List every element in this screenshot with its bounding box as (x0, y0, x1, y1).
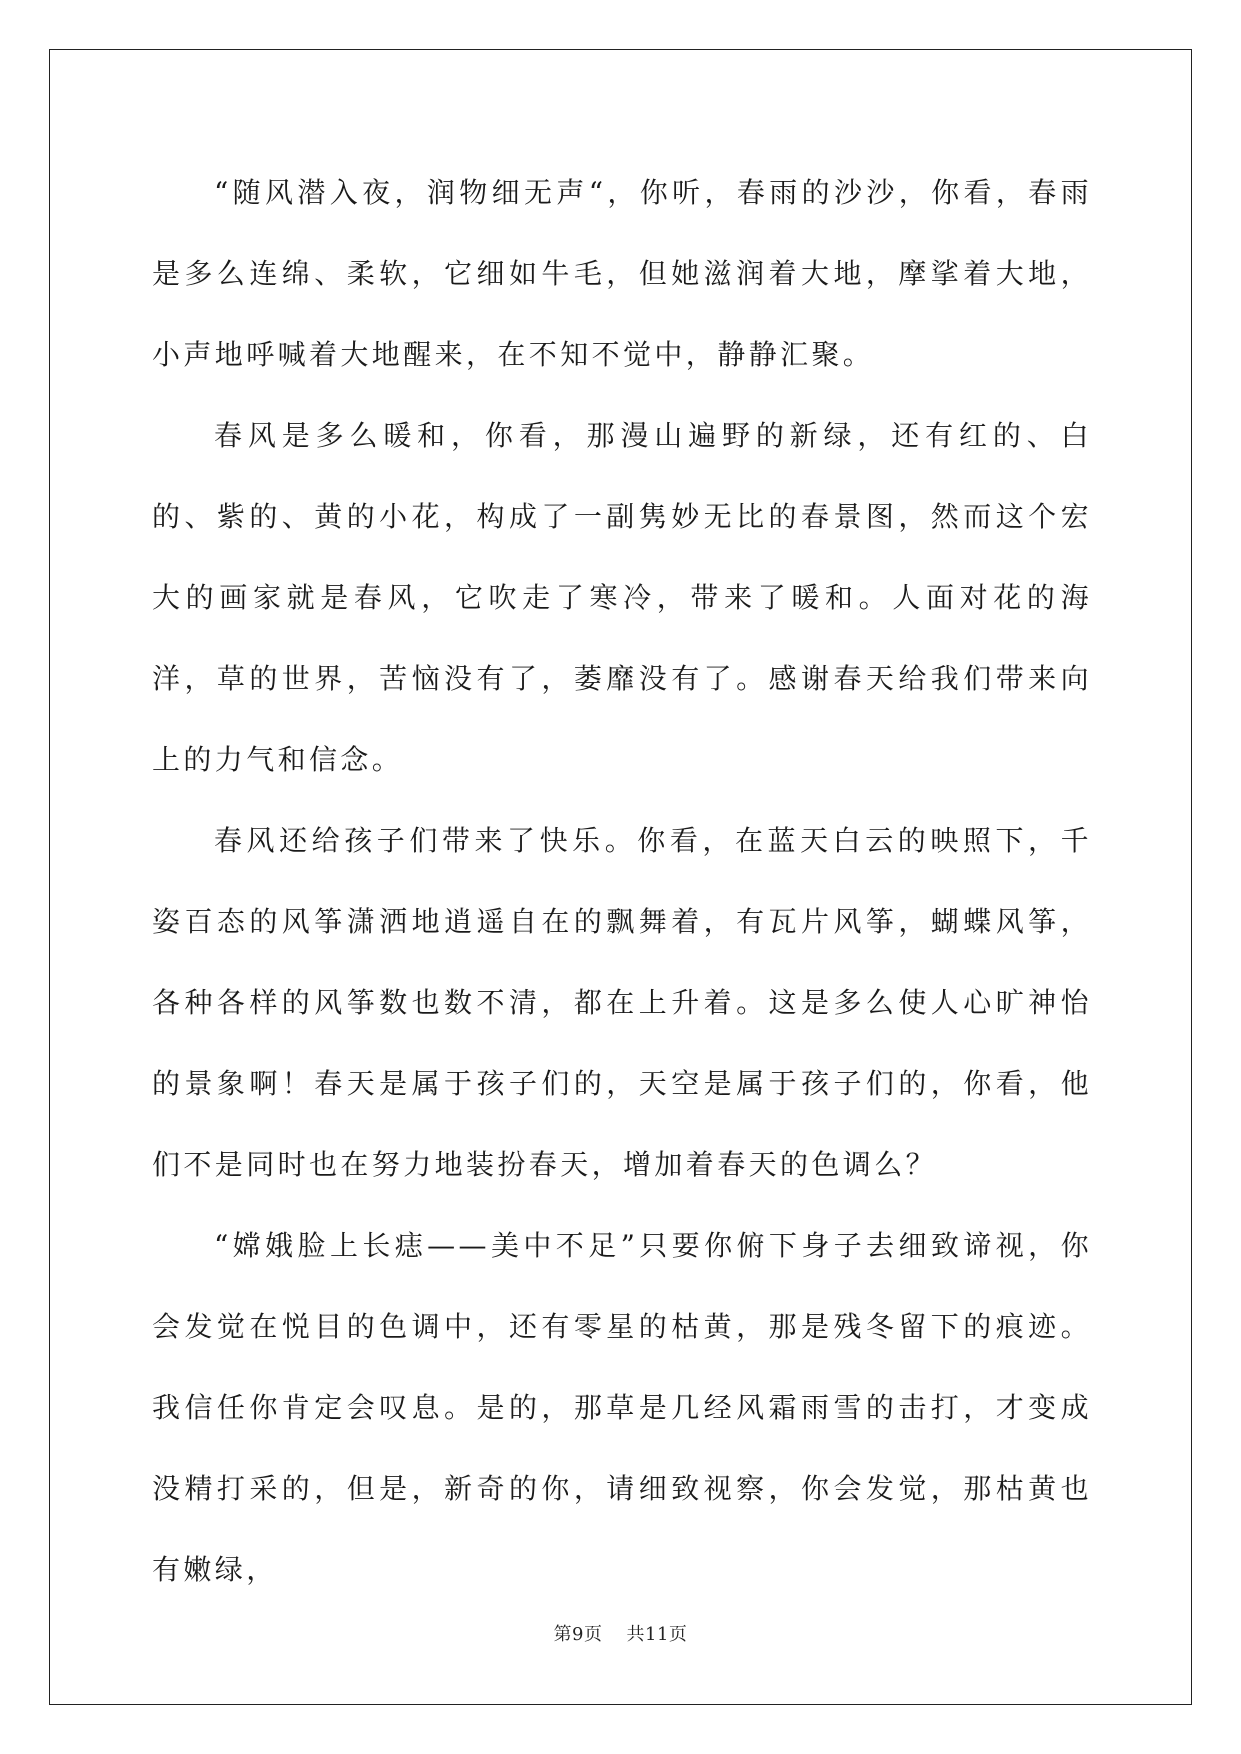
paragraph-4: “嫦娥脸上长痣——美中不足”只要你俯下身子去细致谛视，你会发觉在悦目的色调中，还有零星的枯黄，那是残冬留下的痕迹。我信任你肯定会叹息。是的，那草是几经风霜雨雪的击打，才变成没精打采的，但是，新奇的你，请细致视察，你会发觉，那枯黄也有嫩绿， (152, 1229, 1092, 1586)
page-number-total: 共11页 (626, 1624, 688, 1645)
document-body (152, 152, 1092, 1610)
paragraph-2: 春风是多么暖和，你看，那漫山遍野的新绿，还有红的、白的、紫的、黄的小花，构成了一副隽妙无比的春景图，然而这个宏大的画家就是春风，它吹走了寒冷，带来了暖和。人面对花的海洋，草的世界，苦恼没有了，萎靡没有了。感谢春天给我们带来向上的力气和信念。 (152, 419, 1092, 776)
paragraph-1: “随风潜入夜，润物细无声“，你听，春雨的沙沙，你看，春雨是多么连绵、柔软，它细如牛毛，但她滋润着大地，摩挲着大地，小声地呼喊着大地醒来，在不知不觉中，静静汇聚。 (152, 176, 1092, 371)
page-footer (0, 1620, 1241, 1646)
page-number-current: 第9页 (553, 1624, 603, 1645)
paragraph-3: 春风还给孩子们带来了快乐。你看，在蓝天白云的映照下，千姿百态的风筝潇洒地逍遥自在的飘舞着，有瓦片风筝，蝴蝶风筝，各种各样的风筝数也数不清，都在上升着。这是多么使人心旷神怡的景象啊！春天是属于孩子们的，天空是属于孩子们的，你看，他们不是同时也在努力地装扮春天，增加着春天的色调么？ (152, 824, 1092, 1181)
